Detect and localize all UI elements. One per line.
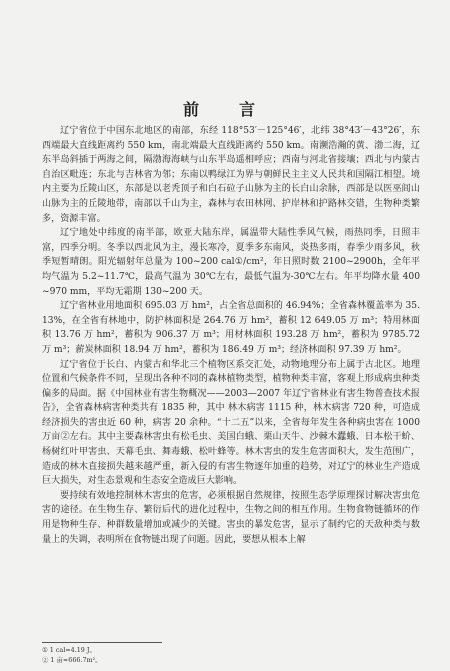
footnotes: [42, 645, 420, 665]
footnote-2: ② 1 亩≈666.7m²。: [42, 656, 102, 664]
page-title: 前 言: [182, 100, 267, 119]
paragraph-pests: 辽宁省位于长白、内蒙古和华北三个植物区系交汇处，动物地理分布上属于古北区。地理位置和气候条件不同，呈现出各种不同的森林植物类型，植物种类丰富，客观上形成病虫种类偏多的局面。据《中国林业有害生物概况——2003—2007 年辽宁省林业有害生物普查技术报告》，全省森林病害种类共有 1835 种，其中 林木病害 1115 种，林木病害 720 种，可造成经济损失的害虫近 60 种，病害 20 余种。“十二五”以来，全省每年发生各种病虫害在 1000 万亩②左右。其中主要森林害虫有松毛虫、美国白蛾、栗山天牛、沙棘木蠹蛾、日本松干蚧、杨树红叶甲害虫、天幕毛虫、舞毒蛾、松叶蜂等。林木害虫的发生危害面积大，发生范围广，造成的林木直接损失越来越严重，新入侵的有害生物逐年加重的趋势，对辽宁的林业生产造成巨大损失，对生态景观和生态安全造成巨大影响。: [42, 359, 420, 487]
paragraph-control: 要持续有效地控制林木害虫的危害，必须根据自然规律，按照生态学原理探讨解决害虫危害的途径。在生物生存、繁衍后代的进化过程中，生物之间的相互作用。生物食物链循环的作用是物种生存、种群数量增加或减少的关键。害虫的暴发危害，显示了制约它的天敌种类与数量上的失调，表明所在食物链出现了问题。因此，要想从根本上解: [42, 490, 420, 545]
preface-body: [42, 124, 420, 547]
paragraph-forest-area: 辽宁省林业用地面积 695.03 万 hm²，占全省总面积的 46.94%；全省森林覆盖率为 35.13%，在全省有林地中，防护林面积是 264.76 万 hm²，蓄积 12 649.05 万 m³；特用林面积 13.76 万 hm²，蓄积为 906.37 万 m³；用材林面积 193.28 万 hm²，蓄积为 9785.72 万 m³；薪炭林面积 18.94 万 hm²，蓄积为 186.49 万 m³；经济林面积 97.39 万 hm²。: [42, 301, 420, 355]
paragraph-geography: 辽宁省位于中国东北地区的南部，东经 118°53′－125°46′，北纬 38°43′－43°26′，东西端最大直线距离约 550 km，南北端最大直线距离约 550 km。南濒浩瀚的黄、渤二海，辽东半岛斜插于两海之间，隔渤海海峡与山东半岛遥相呼应；西南与河北省接壤；西北与内蒙古自治区毗连；东北与吉林省为邻；东南以鸭绿江为界与朝鲜民主主义人民共和国隔江相望。境内主要为丘陵山区，东部是以老秃顶子和白石砬子山脉为主的长白山余脉，西部是以医巫闾山山脉为主的丘陵地带，南部以千山为主，森林与农田林网、护岸林和护路林交错，生物种类繁多，资源丰富。: [42, 126, 420, 224]
footnote-1: ① 1 cal=4.19 J。: [42, 646, 96, 654]
footnote-divider: [42, 642, 162, 643]
paragraph-climate: 辽宁地处中纬度的南半部，欧亚大陆东岸，属温带大陆性季风气候，雨热同季，日照丰富，四季分明。冬季以西北风为主，漫长寒冷，夏季多东南风，炎热多雨，春季少雨多风，秋季短暂晴朗。阳光辐射年总量为 100~200 cal①/cm²，年日照时数 2100~2900h，全年平均气温为 5.2~11.7℃，最高气温为 30℃左右，最低气温为-30℃左右。年平均降水量 400~970 mm，平均无霜期 130~200 天。: [42, 228, 420, 297]
